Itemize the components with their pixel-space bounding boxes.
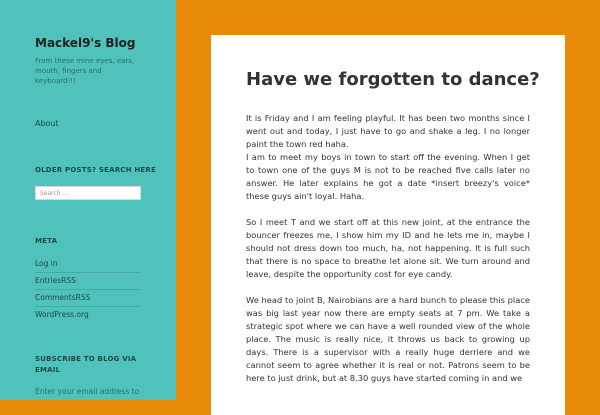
post-content <box>211 35 565 415</box>
post-title[interactable]: Have we forgotten to dance? <box>246 69 540 90</box>
subscribe-widget-title-line2: EMAIL <box>35 366 61 374</box>
post-paragraph-text: I am to meet my boys in town to start off the evening. When I get to town one of the guys M is not to be reached five calls later no answer. He later explains he got a date *insert breezy's voice* these guys ain't loyal. Haha. <box>246 152 530 201</box>
meta-link-log-in[interactable]: Log in <box>35 259 58 268</box>
post-paragraph: We head to joint B, Nairobians are a hard bunch to please this place was big last year now there are empty seats at 7 pm. We take a strategic spot where we can have a well rounded view of the whole place. The music is really nice, it throws us back to growing up days. There is a supervisor with a really huge derriere and we cannot seem to agree whether it is real or not. Patrons seem to be here to just drink, but at 8.30 guys have started coming in and we <box>246 295 530 383</box>
nav-item-about[interactable]: About <box>35 119 59 128</box>
post-paragraph-text: It is Friday and I am feeling playful. It has been two months since I went out and today, I just have to go and shake a leg. I no longer paint the town red haha. <box>246 113 530 149</box>
post-paragraph: So I meet T and we start off at this new joint, at the entrance the bouncer freezes me, I show him my ID and he lets me in, maybe I should not dress down too much, ha, not happening. It is full such that there is no space to breathe let alone sit. We turn around and leave, despite the opportunity cost for eye candy. <box>246 217 530 279</box>
meta-divider <box>35 272 141 273</box>
meta-widget-title: META <box>35 237 58 245</box>
search-input[interactable]: Search … <box>35 186 141 200</box>
subscribe-text: Enter your email address to <box>35 387 140 396</box>
meta-divider <box>35 289 141 290</box>
subscribe-widget-title: SUBSCRIBE TO BLOG VIA <box>35 355 137 363</box>
meta-link-wordpress-org[interactable]: WordPress.org <box>35 310 89 319</box>
meta-link-entries-rss[interactable]: EntriesRSS <box>35 276 76 285</box>
sidebar <box>0 0 176 400</box>
post-paragraph <box>246 112 530 203</box>
site-title[interactable]: Mackel9's Blog <box>35 36 136 50</box>
site-description: From these mine eyes, ears, mouth, fingers and keyboard!!! <box>35 57 135 85</box>
search-widget-title: OLDER POSTS? SEARCH HERE <box>35 166 156 174</box>
post-body <box>246 112 530 385</box>
meta-link-comments-rss[interactable]: CommentsRSS <box>35 293 91 302</box>
meta-divider <box>35 306 141 307</box>
